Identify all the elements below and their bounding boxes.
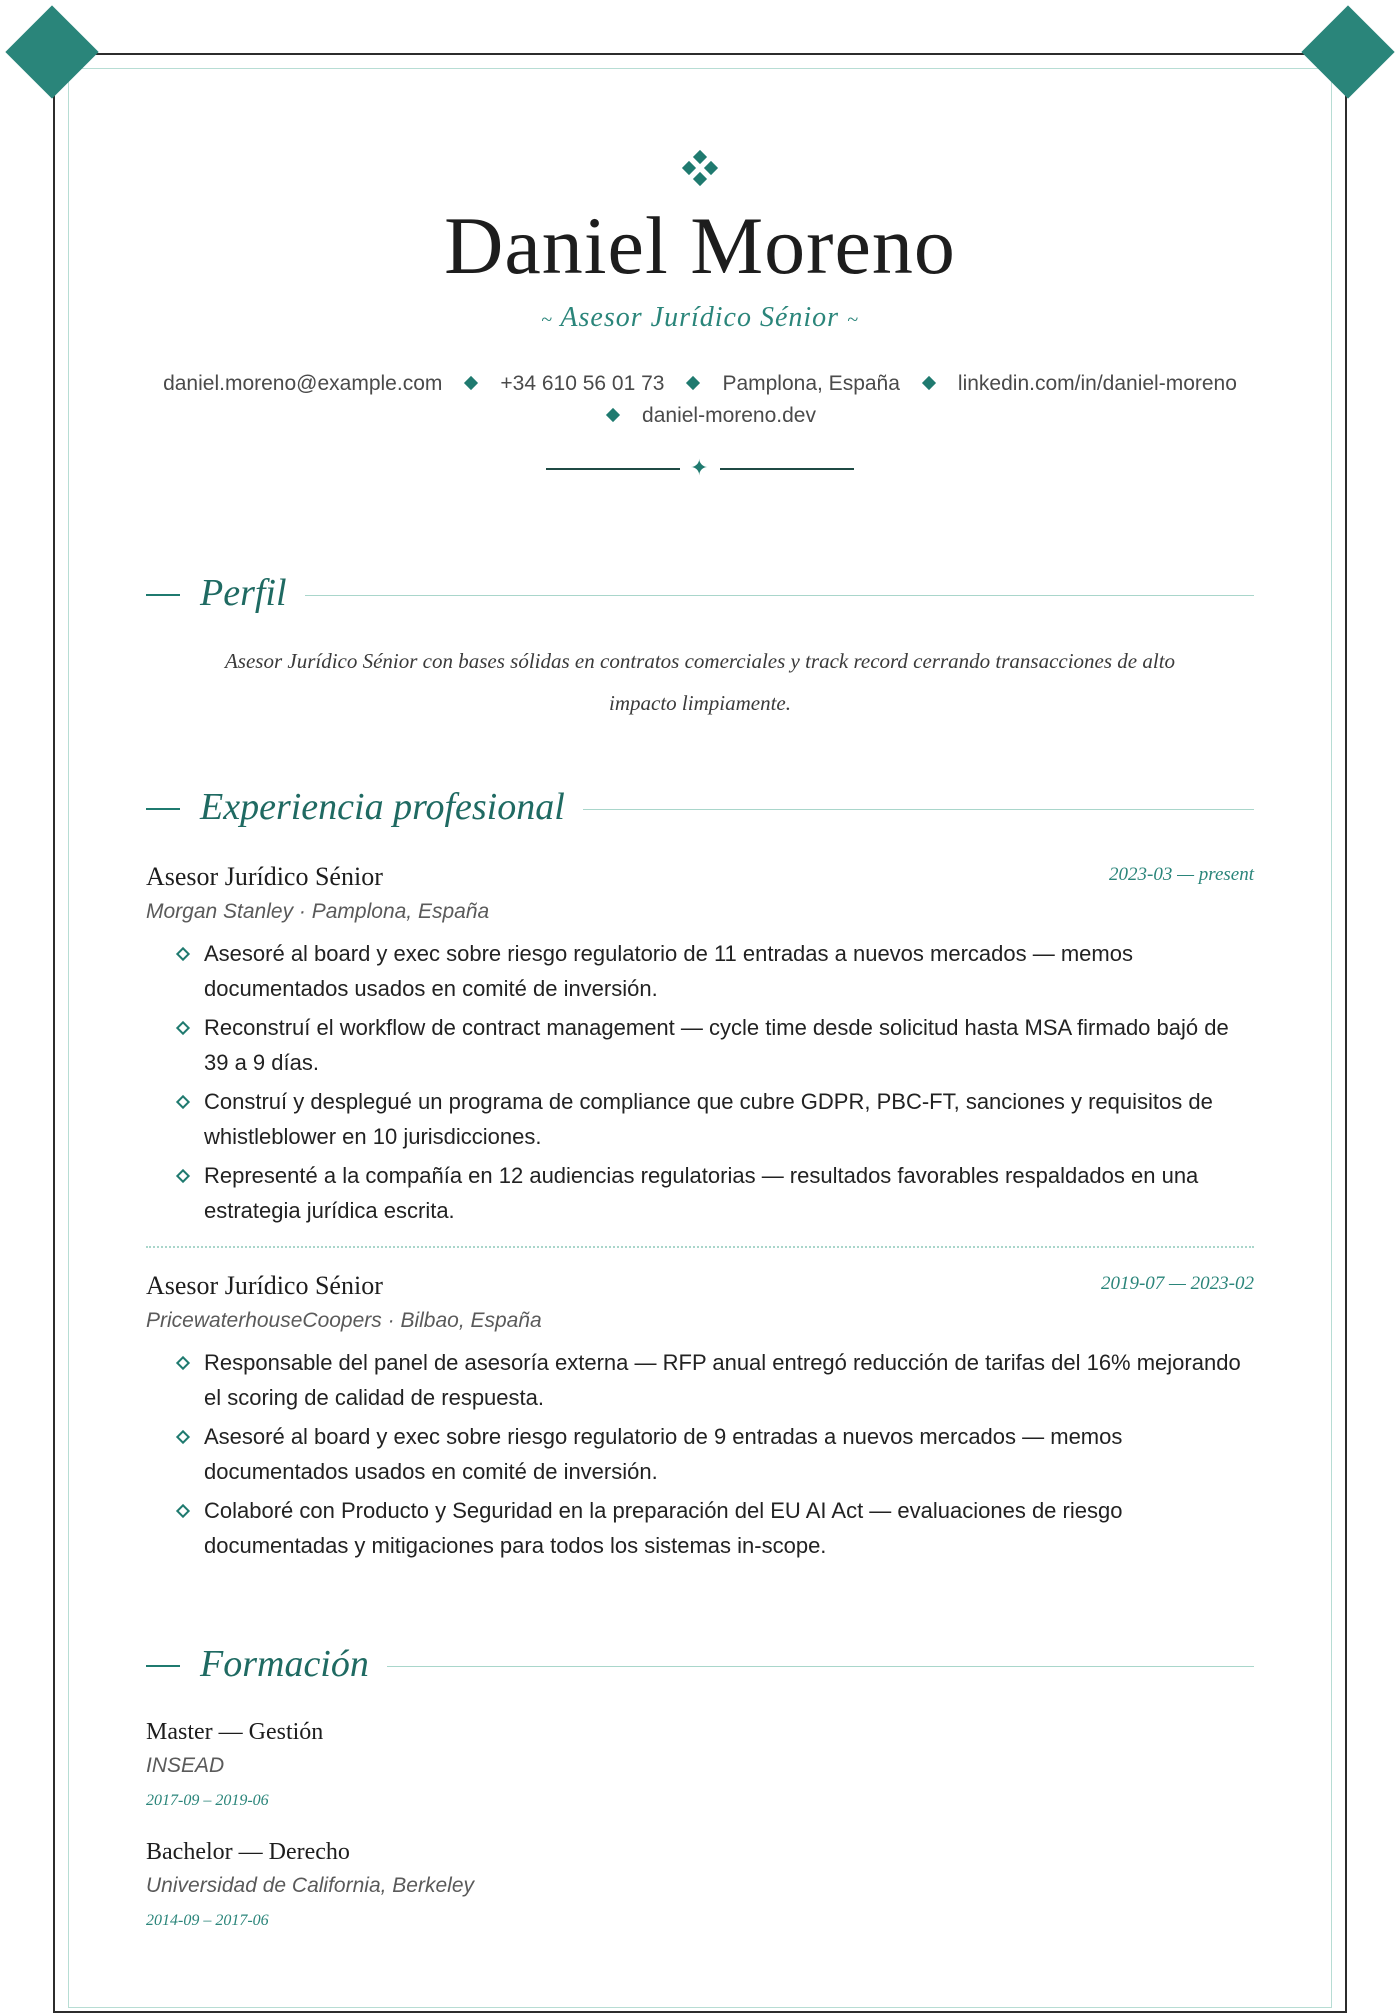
job-bullet-text: Asesoré al board y exec sobre riesgo regulatorio de 11 entradas a nuevos mercados — memos documentados usados en comité de inversión. xyxy=(204,941,1133,1001)
diamond-bullet-icon xyxy=(176,1504,190,1518)
section-header-education xyxy=(146,1639,1254,1689)
job-bullet-text: Representé a la compañía en 12 audiencias regulatorias — resultados favorables respaldados en una estrategia jurídica escrita. xyxy=(204,1163,1199,1223)
section-header-experience xyxy=(146,782,1254,832)
education-entry xyxy=(146,1836,1146,1938)
section-title-experience: Experiencia profesional xyxy=(200,782,583,832)
section-dash xyxy=(146,594,180,596)
candidate-name: Daniel Moreno xyxy=(444,200,956,291)
subtitle-tilde-left: ~ xyxy=(541,309,553,331)
diamond-separator-icon xyxy=(606,408,620,422)
diamond-separator-icon xyxy=(922,376,936,390)
quatrefoil-ornament-icon xyxy=(680,148,720,188)
job-bullet xyxy=(176,1084,1256,1154)
diamond-separator-icon xyxy=(464,376,478,390)
header-divider-right xyxy=(720,468,854,470)
contact-linkedin[interactable]: linkedin.com/in/daniel-moreno xyxy=(957,372,1237,395)
job-entry xyxy=(146,860,1254,1240)
contact-location: Pamplona, España xyxy=(722,372,900,395)
diamond-bullet-icon xyxy=(176,1021,190,1035)
contact-website[interactable]: daniel-moreno.dev xyxy=(642,404,816,427)
section-title-education: Formación xyxy=(200,1639,387,1689)
diamond-bullet-icon xyxy=(176,1095,190,1109)
job-bullet xyxy=(176,936,1256,1006)
contact-email[interactable]: daniel.moreno@example.com xyxy=(163,372,443,395)
education-entry xyxy=(146,1716,1146,1818)
profile-summary: Asesor Jurídico Sénior con bases sólidas en contratos comerciales y track record cerrando transacciones de alto impacto limpiamente. xyxy=(224,649,1176,715)
contact-phone[interactable]: +34 610 56 01 73 xyxy=(500,372,665,395)
education-school: Universidad de California, Berkeley xyxy=(146,1874,474,1897)
education-school: INSEAD xyxy=(146,1754,225,1777)
job-bullet xyxy=(176,1158,1256,1228)
job-bullet-text: Construí y desplegué un programa de compliance que cubre GDPR, PBC-FT, sanciones y requisitos de whistleblower en 10 jurisdicciones. xyxy=(204,1089,1213,1149)
subtitle-text: Asesor Jurídico Sénior xyxy=(560,302,840,333)
education-degree: Bachelor — Derecho xyxy=(146,1839,350,1865)
job-bullet xyxy=(176,1419,1256,1489)
diamond-bullet-icon xyxy=(176,1356,190,1370)
job-bullet xyxy=(176,1493,1256,1563)
contact-list xyxy=(160,368,1240,432)
job-company: Morgan Stanley · Pamplona, España xyxy=(146,900,490,923)
job-title: Asesor Jurídico Sénior xyxy=(146,862,383,891)
diamond-bullet-icon xyxy=(176,1430,190,1444)
section-dash xyxy=(146,808,180,810)
job-divider xyxy=(146,1246,1254,1248)
job-bullet-list xyxy=(176,936,1256,1232)
job-dates: 2023-03 — present xyxy=(1109,864,1254,885)
diamond-bullet-icon xyxy=(176,947,190,961)
job-bullet-text: Reconstruí el workflow de contract management — cycle time desde solicitud hasta MSA firmado bajó de 39 a 9 días. xyxy=(204,1015,1229,1075)
job-bullet xyxy=(176,1345,1256,1415)
job-bullet-list xyxy=(176,1345,1256,1567)
candidate-headline xyxy=(0,302,1400,334)
diamond-separator-icon xyxy=(686,376,700,390)
section-title-profile: Perfil xyxy=(200,568,305,618)
education-degree: Master — Gestión xyxy=(146,1719,324,1745)
section-dash xyxy=(146,1665,180,1667)
section-header-profile xyxy=(146,568,1254,618)
job-entry xyxy=(146,1269,1254,1569)
job-bullet xyxy=(176,1010,1256,1080)
job-bullet-text: Asesoré al board y exec sobre riesgo regulatorio de 9 entradas a nuevos mercados — memos documentados usados en comité de inversión. xyxy=(204,1424,1123,1484)
job-bullet-text: Responsable del panel de asesoría externa — RFP anual entregó reducción de tarifas del 16% mejorando el scoring de calidad de respuesta. xyxy=(204,1350,1241,1410)
job-title: Asesor Jurídico Sénior xyxy=(146,1271,383,1300)
subtitle-tilde-right: ~ xyxy=(847,309,859,331)
education-dates: 2014-09 – 2017-06 xyxy=(146,1912,269,1929)
job-bullet-text: Colaboré con Producto y Seguridad en la preparación del EU AI Act — evaluaciones de riesgo documentadas y mitigaciones para todos los sistemas in-scope. xyxy=(204,1498,1123,1558)
education-dates: 2017-09 – 2019-06 xyxy=(146,1792,269,1809)
job-dates: 2019-07 — 2023-02 xyxy=(1100,1273,1254,1294)
section-rule xyxy=(200,595,1254,596)
job-company: PricewaterhouseCoopers · Bilbao, España xyxy=(146,1309,542,1332)
diamond-bullet-icon xyxy=(176,1169,190,1183)
header-divider-left xyxy=(546,468,680,470)
star-divider-icon: ✦ xyxy=(690,455,709,480)
